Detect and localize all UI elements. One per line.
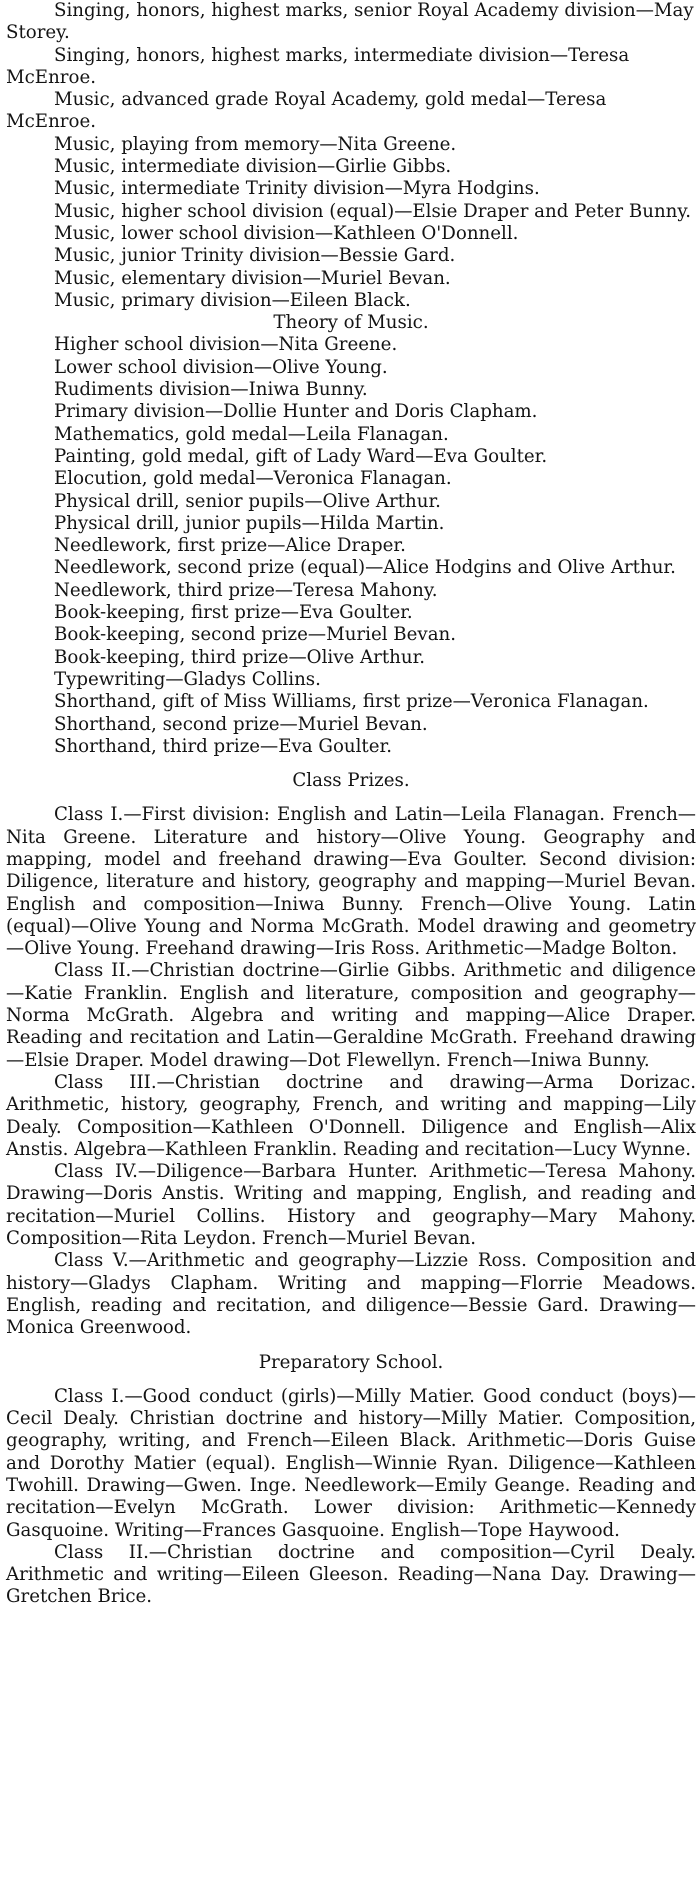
prize-line: Music, advanced grade Royal Academy, gold medal—Teresa McEnroe.: [6, 89, 607, 133]
prize-line: Music, intermediate Trinity division—Myra Hodgins.: [54, 178, 540, 200]
prize-line: Typewriting—Gladys Collins.: [54, 668, 321, 690]
prize-line: Mathematics, gold medal—Leila Flanagan.: [54, 423, 449, 445]
prize-line: Rudiments division—Iniwa Bunny.: [54, 379, 368, 401]
class-paragraph: Class II.—Christian doctrine and composition—Cyril Dealy. Arithmetic and writing—Eileen Gleeson. Reading—Nana Day. Drawing—Gretchen Brice.: [6, 1541, 696, 1608]
prize-line: Music, intermediate division—Girlie Gibbs.: [54, 156, 452, 178]
class-paragraph: Class V.—Arithmetic and geography—Lizzie Ross. Composition and history—Gladys Clapham. Writing and mapping—Florrie Meadows. English, reading and recitation, and diligence—Bessie Gard. Drawing—Monica Greenwood.: [6, 1250, 696, 1339]
prize-line: Book-keeping, first prize—Eva Goulter.: [54, 602, 413, 624]
prize-line: Music, primary division—Eileen Black.: [54, 289, 411, 311]
preparatory-school: [6, 1386, 696, 1609]
prize-line: Shorthand, third prize—Eva Goulter.: [54, 735, 392, 757]
prize-line: Music, lower school division—Kathleen O'Donnell.: [54, 222, 519, 244]
prize-line: Higher school division—Nita Greene.: [54, 334, 398, 356]
class-prizes-heading: Class Prizes.: [292, 770, 410, 792]
class-prizes: [6, 804, 696, 1339]
class-paragraph: Class III.—Christian doctrine and drawing—Arma Dorizac. Arithmetic, history, geography, French, and writing and mapping—Lily Dealy. Composition—Kathleen O'Donnell. Diligence and English—Alix Anstis. Algebra—Kathleen Franklin. Reading and recitation—Lucy Wynne.: [6, 1071, 696, 1160]
theory-and-other-prizes: [6, 334, 696, 758]
prize-line: Elocution, gold medal—Veronica Flanagan.: [54, 468, 452, 490]
prize-line: Physical drill, senior pupils—Olive Arthur.: [54, 490, 441, 512]
prize-line: Book-keeping, second prize—Muriel Bevan.: [54, 624, 457, 646]
prize-line: Music, elementary division—Muriel Bevan.: [54, 267, 451, 289]
prize-line: Shorthand, gift of Miss Williams, first prize—Veronica Flanagan.: [54, 691, 649, 713]
prize-line: Music, playing from memory—Nita Greene.: [54, 133, 457, 155]
class-paragraph: Class I.—First division: English and Latin—Leila Flanagan. French—Nita Greene. Literature and history—Olive Young. Geography and mapping, model and freehand drawing—Eva Goulter. Second division: Diligence, literature and history, geography and mapping—Muriel Bevan. English and composition—Iniwa Bunny. French—Olive Young. Latin (equal)—Olive Young and Norma McGrath. Model drawing and geometry—Olive Young. Freehand drawing—Iris Ross. Arithmetic—Madge Bolton.: [6, 804, 696, 960]
section-gap: [6, 1374, 696, 1386]
section-gap: [6, 1340, 696, 1352]
prize-line: Needlework, third prize—Teresa Mahony.: [54, 579, 438, 601]
prize-line: Shorthand, second prize—Muriel Bevan.: [54, 713, 428, 735]
prize-line: Painting, gold medal, gift of Lady Ward—Eva Goulter.: [54, 445, 548, 467]
prize-line: Music, junior Trinity division—Bessie Gard.: [54, 245, 456, 267]
music-prizes: [6, 0, 696, 312]
prize-line: Music, higher school division (equal)—Elsie Draper and Peter Bunny.: [54, 200, 692, 222]
section-gap: [6, 758, 696, 770]
class-paragraph: Class I.—Good conduct (girls)—Milly Matier. Good conduct (boys)—Cecil Dealy. Christian doctrine and history—Milly Matier. Composition, geography, writing, and French—Eileen Black. Arithmetic—Doris Guise and Dorothy Matier (equal). English—Winnie Ryan. Diligence—Kathleen Twohill. Drawing—Gwen. Inge. Needlework—Emily Geange. Reading and recitation—Evelyn McGrath. Lower division: Arithmetic—Kennedy Gasquoine. Writing—Frances Gasquoine. English—Tope Haywood.: [6, 1385, 696, 1541]
prize-line: Primary division—Dollie Hunter and Doris Clapham.: [54, 401, 538, 423]
prize-line: Singing, honors, highest marks, intermediate division—Teresa McEnroe.: [6, 44, 630, 88]
prize-line: Physical drill, junior pupils—Hilda Martin.: [54, 512, 445, 534]
prize-line: Lower school division—Olive Young.: [54, 356, 388, 378]
class-paragraph: Class IV.—Diligence—Barbara Hunter. Arithmetic—Teresa Mahony. Drawing—Doris Anstis. Writing and mapping, English, and reading and recitation—Muriel Collins. History and geography—Mary Mahony. Composition—Rita Leydon. French—Muriel Bevan.: [6, 1161, 696, 1250]
prize-line: Book-keeping, third prize—Olive Arthur.: [54, 646, 426, 668]
prize-line: Needlework, second prize (equal)—Alice Hodgins and Olive Arthur.: [54, 557, 676, 579]
prize-line: Singing, honors, highest marks, senior Royal Academy division—May Storey.: [6, 0, 694, 44]
section-gap: [6, 792, 696, 804]
class-paragraph: Class II.—Christian doctrine—Girlie Gibbs. Arithmetic and diligence—Katie Franklin. English and literature, composition and geography—Norma McGrath. Algebra and writing and mapping—Alice Draper. Reading and recitation and Latin—Geraldine McGrath. Freehand drawing—Elsie Draper. Model drawing—Dot Flewellyn. French—Iniwa Bunny.: [6, 960, 696, 1071]
theory-of-music-heading: Theory of Music.: [273, 312, 429, 334]
prize-line: Needlework, first prize—Alice Draper.: [54, 535, 406, 557]
preparatory-school-heading: Preparatory School.: [258, 1351, 444, 1373]
